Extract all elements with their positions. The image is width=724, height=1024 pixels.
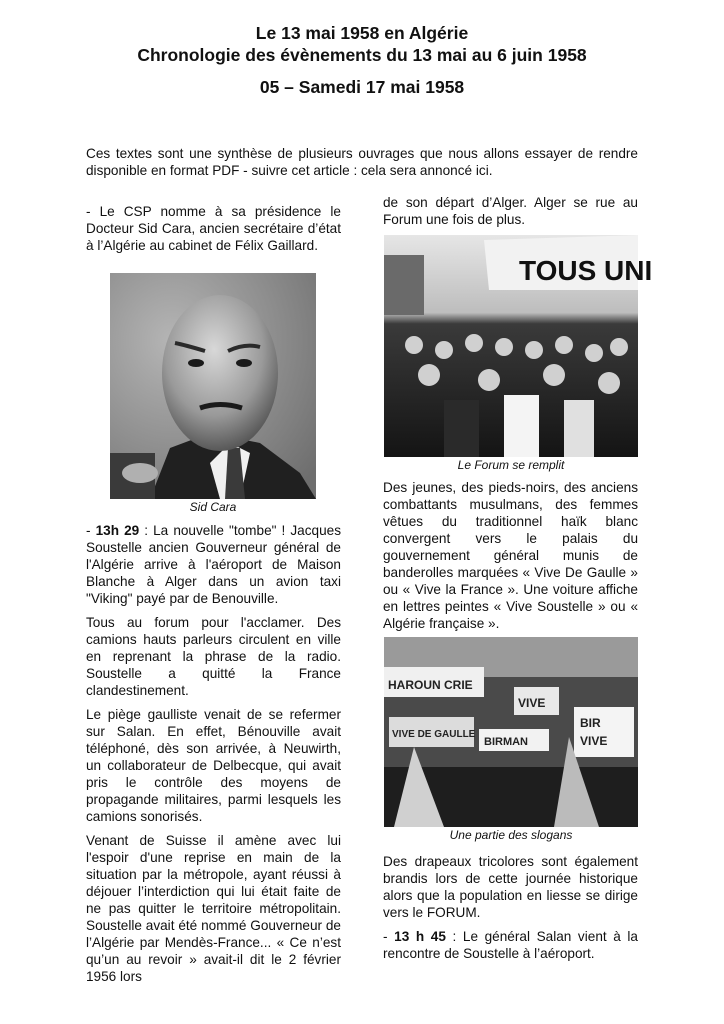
- right-column-middle: [383, 479, 638, 639]
- crowd-image: [384, 235, 653, 457]
- banner-text: TOUS UNI: [519, 255, 653, 286]
- paragraph-csp: - Le CSP nomme à sa présidence le Docteur Sid Cara, ancien secrétaire d’état à l’Algérie au cabinet de Félix Gaillard.: [86, 204, 341, 253]
- left-column-continued: [86, 522, 341, 992]
- header-line-3: 05 – Samedi 17 mai 1958: [259, 77, 465, 97]
- paragraph-piege: Le piège gaulliste venait de se refermer sur Salan. En effet, Bénouville avait téléphoné, dès son arrivée, à Neuwirth, un collaborateur de Delbecque, qui avait pris le contrôle des moyens de propagande militaires, parmi lesquels les camions sonorisés.: [86, 707, 341, 824]
- paragraph-jeunes: Des jeunes, des pieds-noirs, des anciens combattants musulmans, des femmes vêtues du traditionnel haïk blanc convergent vers le palais du gouvernement général munis de banderolles marquées « Vive De Gaulle » ou « Vive la France ». Une voiture affiche en lettres peintes « Vive Soustelle » ou « Algérie française ».: [383, 480, 638, 631]
- banner-2: VIVE: [518, 696, 546, 710]
- paragraph-suisse: Venant de Suisse il amène avec lui l'espoir d'une reprise en main de la situation par la métropole, ayant réussi à déjouer l’interdiction qui lui était faite de ne pas quitter le territoire métropolitain. Soustelle avait été nommé Gouverneur de l’Algérie par Mendès-France... « Ce n’est qu’un au revoir » avait-il dit le 2 février 1956 lors: [86, 833, 341, 984]
- photo-slogans: [384, 637, 638, 827]
- time-13h29: 13h 29: [95, 523, 140, 538]
- banner-3: BIRMAN: [484, 736, 528, 748]
- banner-1: HAROUN CRIE: [388, 678, 473, 692]
- caption-slogans: Une partie des slogans: [449, 828, 573, 842]
- time-13h45: 13 h 45: [394, 929, 446, 944]
- slogans-image: [384, 637, 638, 827]
- paragraph-13h45: [383, 928, 638, 962]
- photo-sid-cara: [110, 273, 316, 499]
- text-13h29: : La nouvelle "tombe" ! Jacques Soustelle ancien Gouverneur général de l'Algérie arrive à l'aéroport de Maison Blanche à Alger dans un avion taxi "Viking" payé par de Benouville.: [86, 523, 341, 606]
- caption-sid-cara: Sid Cara: [189, 500, 237, 514]
- portrait-image: [110, 273, 316, 499]
- intro-paragraph: Ces textes sont une synthèse de plusieurs ouvrages que nous allons essayer de rendre disponible en format PDF - suivre cet article : cela sera annoncé ici.: [86, 146, 638, 178]
- banner-6: VIVE: [580, 734, 608, 748]
- right-column-bottom: [383, 853, 638, 969]
- paragraph-forum: Tous au forum pour l'acclamer. Des camions hauts parleurs circulent en ville en reprenant la phrase de la radio. Soustelle a quitté la France clandestinement.: [86, 615, 341, 698]
- header-line-2: Chronologie des évènements du 13 mai au 6 juin 1958: [137, 45, 587, 65]
- photo-forum: [384, 235, 653, 457]
- banner-4: VIVE DE GAULLE: [392, 729, 476, 740]
- prefix-dash: -: [383, 929, 395, 944]
- left-column: [86, 203, 341, 261]
- prefix-dash: -: [86, 523, 96, 538]
- right-column: [383, 194, 638, 235]
- header-line-1: Le 13 mai 1958 en Algérie: [255, 23, 469, 43]
- paragraph-13h29: [86, 522, 341, 607]
- paragraph-drapeaux: Des drapeaux tricolores sont également brandis lors de cette journée historique alors que la population en liesse se dirige vers le FORUM.: [383, 854, 638, 920]
- caption-forum: Le Forum se remplit: [457, 458, 565, 472]
- banner-5: BIR: [580, 716, 601, 730]
- text-13h45: : Le général Salan vient à la rencontre de Soustelle à l’aéroport.: [383, 929, 638, 961]
- paragraph-depart: de son départ d’Alger. Alger se rue au Forum une fois de plus.: [383, 195, 638, 227]
